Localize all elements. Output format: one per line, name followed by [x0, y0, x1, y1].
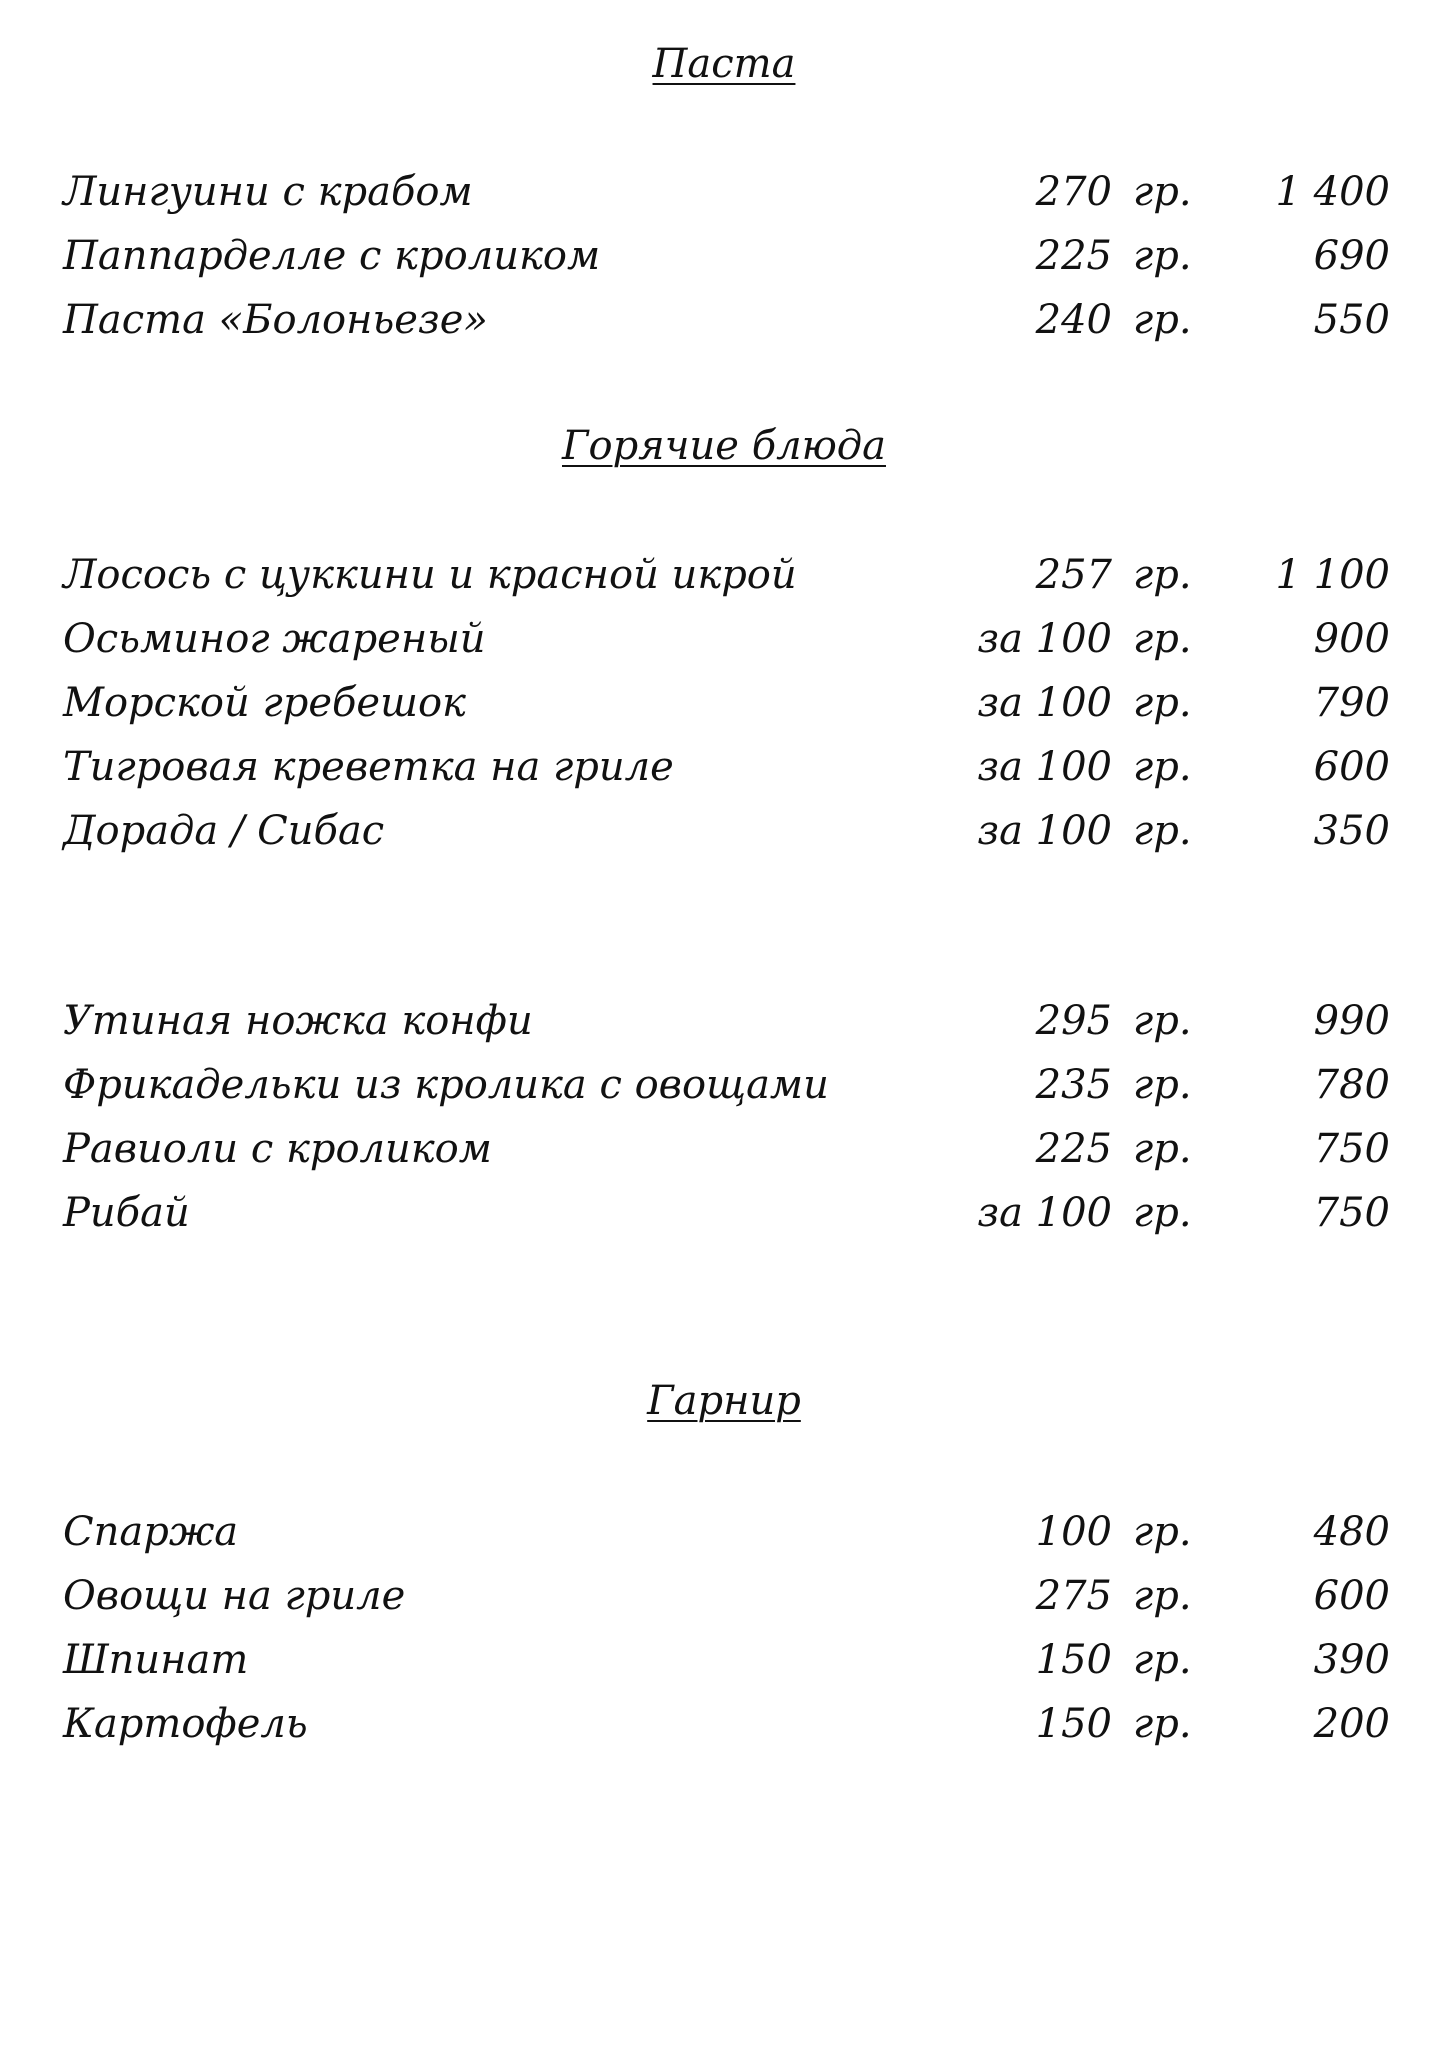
section-title-hot-dishes-text: Горячие блюда [562, 423, 886, 469]
item-weight: за 100 [977, 616, 1112, 662]
item-price: 550 [1313, 297, 1390, 343]
item-price: 900 [1313, 616, 1390, 662]
menu-list-garnish [0, 1500, 1448, 1756]
item-price: 200 [1313, 1701, 1390, 1747]
item-unit: гр. [1133, 616, 1192, 662]
section-title-garnish [0, 1377, 1448, 1425]
menu-item [0, 1692, 1448, 1756]
item-weight: за 100 [977, 744, 1112, 790]
item-weight: за 100 [977, 1190, 1112, 1236]
menu-item [0, 671, 1448, 735]
item-weight: 150 [1035, 1637, 1112, 1683]
item-name: Лингуини с крабом [63, 169, 473, 215]
menu-item [0, 543, 1448, 607]
item-unit: гр. [1133, 744, 1192, 790]
item-name: Спаржа [63, 1509, 239, 1555]
item-name: Паста «Болоньезе» [63, 297, 488, 343]
item-weight: 225 [1035, 1126, 1112, 1172]
item-unit: гр. [1133, 1190, 1192, 1236]
item-unit: гр. [1133, 1701, 1192, 1747]
item-price: 1 400 [1275, 169, 1390, 215]
item-weight: 295 [1035, 998, 1112, 1044]
menu-item [0, 1117, 1448, 1181]
item-name: Картофель [63, 1701, 308, 1747]
menu-item [0, 607, 1448, 671]
menu-item [0, 799, 1448, 863]
item-name: Шпинат [63, 1637, 249, 1683]
item-weight: 225 [1035, 233, 1112, 279]
section-title-hot-dishes [0, 422, 1448, 470]
item-weight: за 100 [977, 808, 1112, 854]
item-price: 750 [1313, 1126, 1390, 1172]
item-weight: 240 [1035, 297, 1112, 343]
item-weight: 275 [1035, 1573, 1112, 1619]
item-price: 790 [1313, 680, 1390, 726]
menu-list-hot-dishes-2 [0, 989, 1448, 1245]
item-price: 480 [1313, 1509, 1390, 1555]
item-price: 390 [1313, 1637, 1390, 1683]
item-price: 690 [1313, 233, 1390, 279]
item-name: Лосось с цуккини и красной икрой [63, 552, 797, 598]
item-name: Рибай [63, 1190, 190, 1236]
item-price: 750 [1313, 1190, 1390, 1236]
item-unit: гр. [1133, 169, 1192, 215]
item-unit: гр. [1133, 552, 1192, 598]
item-name: Паппарделле с кроликом [63, 233, 601, 279]
menu-item [0, 989, 1448, 1053]
item-name: Утиная ножка конфи [63, 998, 533, 1044]
item-unit: гр. [1133, 1509, 1192, 1555]
menu-item [0, 1628, 1448, 1692]
item-price: 600 [1313, 1573, 1390, 1619]
item-name: Равиоли с кроликом [63, 1126, 492, 1172]
item-weight: 235 [1035, 1062, 1112, 1108]
section-title-garnish-text: Гарнир [647, 1378, 801, 1424]
item-name: Фрикадельки из кролика с овощами [63, 1062, 829, 1108]
item-weight: 257 [1035, 552, 1112, 598]
item-unit: гр. [1133, 297, 1192, 343]
menu-item [0, 735, 1448, 799]
item-name: Тигровая креветка на гриле [63, 744, 674, 790]
item-unit: гр. [1133, 1637, 1192, 1683]
item-price: 350 [1313, 808, 1390, 854]
menu-item [0, 1053, 1448, 1117]
item-price: 990 [1313, 998, 1390, 1044]
menu-item [0, 160, 1448, 224]
item-name: Осьминог жареный [63, 616, 486, 662]
item-unit: гр. [1133, 1573, 1192, 1619]
item-name: Морской гребешок [63, 680, 466, 726]
menu-item [0, 1500, 1448, 1564]
item-name: Овощи на гриле [63, 1573, 406, 1619]
menu-item [0, 288, 1448, 352]
item-weight: 100 [1035, 1509, 1112, 1555]
item-weight: 270 [1035, 169, 1112, 215]
menu-item [0, 1181, 1448, 1245]
item-unit: гр. [1133, 808, 1192, 854]
item-unit: гр. [1133, 680, 1192, 726]
menu-item [0, 1564, 1448, 1628]
menu-list-hot-dishes [0, 543, 1448, 863]
item-unit: гр. [1133, 1126, 1192, 1172]
item-weight: за 100 [977, 680, 1112, 726]
item-price: 780 [1313, 1062, 1390, 1108]
menu-item [0, 224, 1448, 288]
item-name: Дорада / Сибас [63, 808, 385, 854]
menu-list-pasta [0, 160, 1448, 352]
item-price: 1 100 [1275, 552, 1390, 598]
item-price: 600 [1313, 744, 1390, 790]
item-unit: гр. [1133, 233, 1192, 279]
section-title-pasta [0, 40, 1448, 88]
section-title-pasta-text: Паста [652, 41, 796, 87]
item-unit: гр. [1133, 1062, 1192, 1108]
item-weight: 150 [1035, 1701, 1112, 1747]
item-unit: гр. [1133, 998, 1192, 1044]
